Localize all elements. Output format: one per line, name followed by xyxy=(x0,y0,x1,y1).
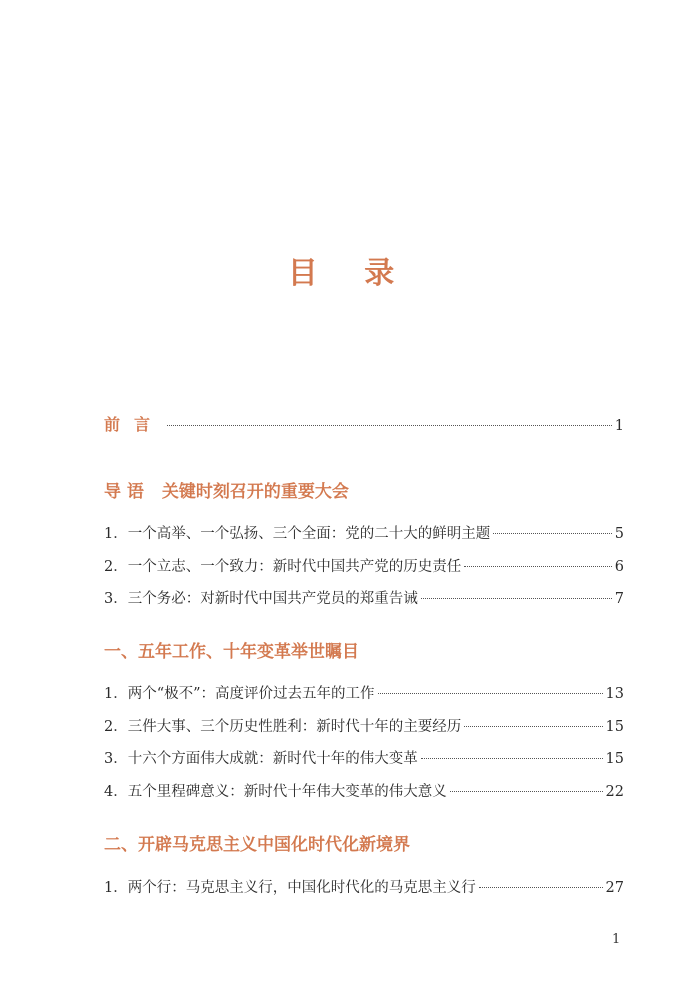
toc-list xyxy=(104,412,624,908)
leader-dots xyxy=(450,791,603,792)
leader-dots xyxy=(421,758,603,759)
toc-entry[interactable] xyxy=(104,587,624,609)
toc-entry[interactable] xyxy=(104,682,624,704)
toc-entry[interactable] xyxy=(104,780,624,802)
entry-label: 3．三个务必：对新时代中国共产党员的郑重告诫 xyxy=(104,591,418,607)
toc-entry[interactable] xyxy=(104,747,624,769)
entry-page: 5 xyxy=(614,526,624,542)
section-heading-intro[interactable] xyxy=(104,477,624,501)
entry-page: 6 xyxy=(614,558,624,575)
leader-dots xyxy=(464,726,602,727)
entry-label: 1．两个“极不”：高度评价过去五年的工作 xyxy=(104,686,375,702)
entry-page: 7 xyxy=(614,591,624,607)
toc-title: 目 录 xyxy=(287,256,413,291)
entry-page: 15 xyxy=(605,751,624,767)
entry-page: 22 xyxy=(605,783,624,800)
leader-dots xyxy=(378,693,603,694)
entry-label: 1．一个高举、一个弘扬、三个全面：党的二十大的鲜明主题 xyxy=(104,526,491,542)
toc-entry[interactable] xyxy=(104,522,624,544)
entry-page: 13 xyxy=(605,686,624,702)
toc-entry[interactable] xyxy=(104,555,624,577)
section-prefix: 导 语 xyxy=(104,482,144,502)
preface-page: 1 xyxy=(614,418,624,434)
leader-dots xyxy=(479,887,603,888)
preface-label: 前言 xyxy=(104,415,165,434)
entry-page: 15 xyxy=(605,718,624,735)
toc-entry[interactable] xyxy=(104,715,624,737)
leader-dots xyxy=(167,425,612,426)
section-title: 关键时刻召开的重要大会 xyxy=(161,482,349,502)
toc-entry[interactable] xyxy=(104,876,624,898)
leader-dots xyxy=(464,566,612,567)
entry-label: 2．一个立志、一个致力：新时代中国共产党的历史责任 xyxy=(104,558,462,575)
leader-dots xyxy=(421,598,612,599)
section-title: 一、五年工作、十年变革举世瞩目 xyxy=(104,642,359,662)
entry-label: 3．十六个方面伟大成就：新时代十年的伟大变革 xyxy=(104,751,418,767)
section-heading-1[interactable] xyxy=(104,637,624,661)
page-number: 1 xyxy=(612,932,621,947)
leader-dots xyxy=(493,533,612,534)
toc-entry-preface[interactable] xyxy=(104,412,624,434)
entry-page: 27 xyxy=(605,879,624,896)
section-heading-2[interactable] xyxy=(104,830,624,854)
entry-label: 2．三件大事、三个历史性胜利：新时代十年的主要经历 xyxy=(104,718,462,735)
section-title: 二、开辟马克思主义中国化时代化新境界 xyxy=(104,834,410,855)
entry-label: 4．五个里程碑意义：新时代十年伟大变革的伟大意义 xyxy=(104,783,447,800)
entry-label: 1．两个行：马克思主义行，中国化时代化的马克思主义行 xyxy=(104,879,476,896)
